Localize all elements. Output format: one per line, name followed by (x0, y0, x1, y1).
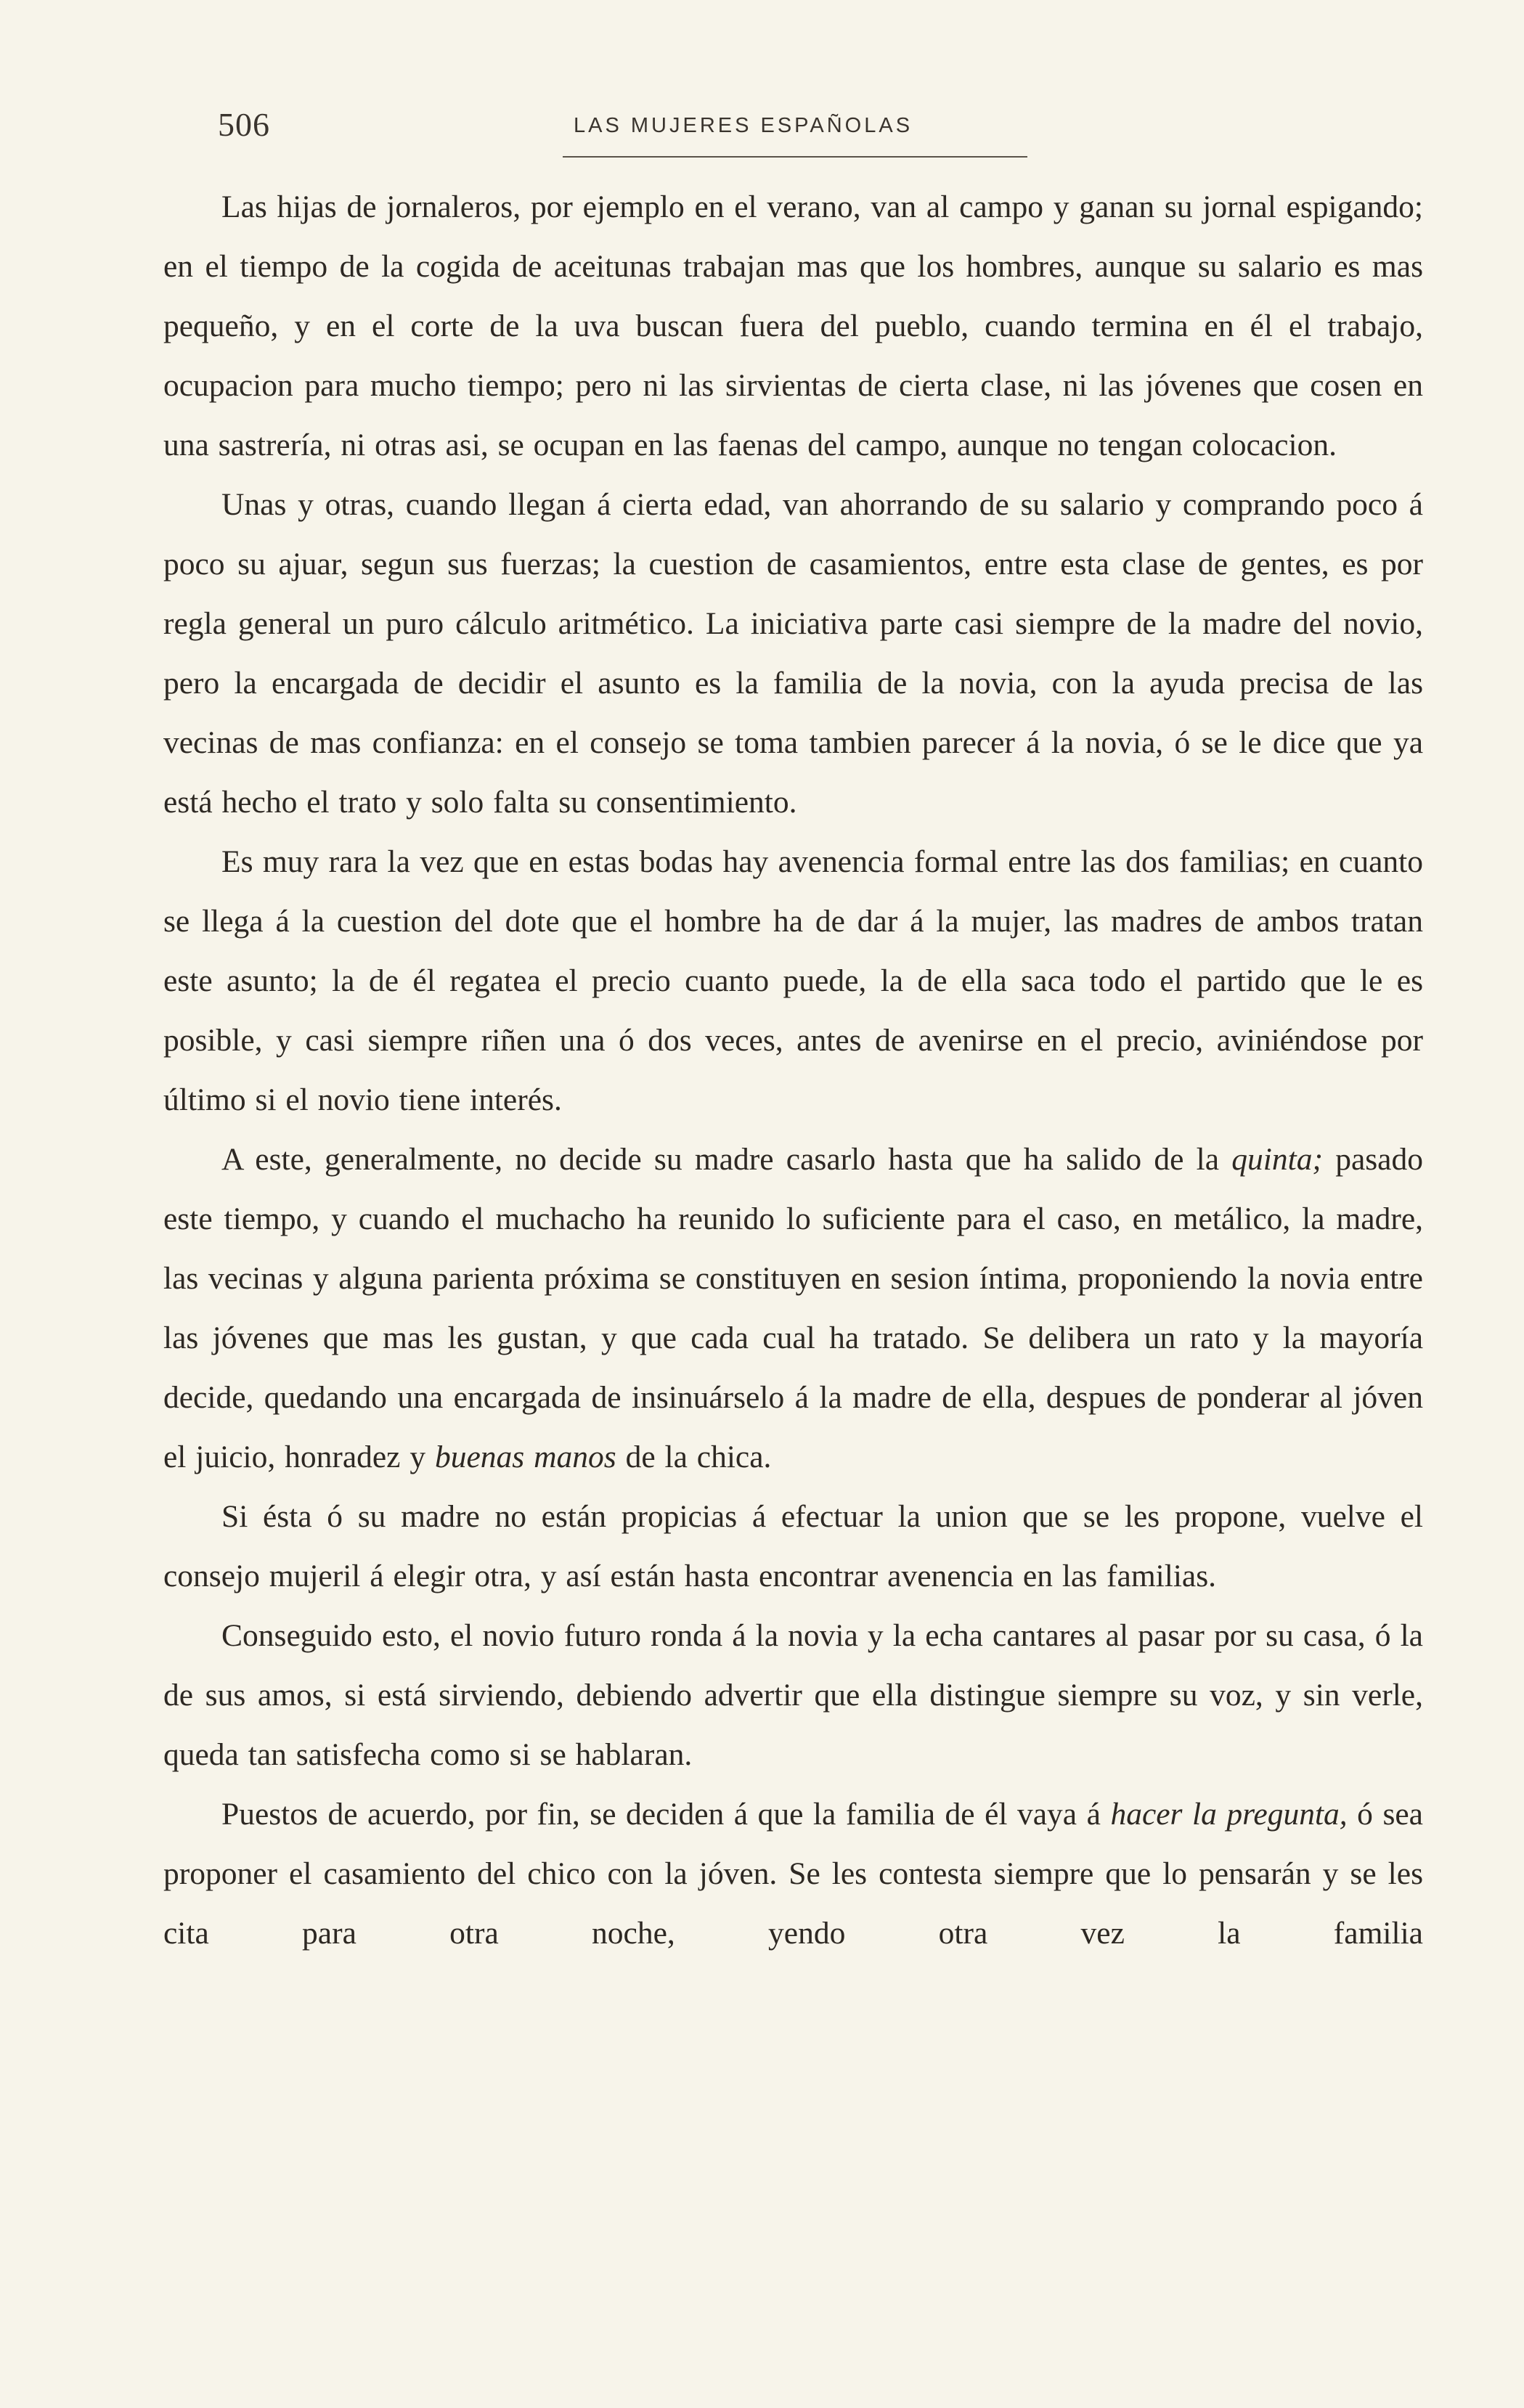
paragraph-5: Si ésta ó su madre no están propicias á efectuar la union que se les propone, vuelve el consejo mujeril á elegir otra, y así están hasta encontrar avenencia en las familias. (163, 1499, 1423, 1593)
paragraph-4-text: A este, generalmente, no decide su madre casarlo hasta que ha salido de la (221, 1142, 1232, 1177)
italic-buenas-manos: buenas manos (435, 1440, 616, 1474)
paragraph-6: Conseguido esto, el novio futuro ronda á la novia y la echa cantares al pasar por su casa, ó la de sus amos, si está sirviendo, debiendo advertir que ella distingue siempre su voz, y sin verle, queda tan satisfecha como si se hablaran. (163, 1618, 1423, 1772)
italic-quinta: quinta; (1231, 1142, 1323, 1177)
header-rule (563, 156, 1027, 158)
paragraph-1: Las hijas de jornaleros, por ejemplo en el verano, van al campo y ganan su jornal espigando; en el tiempo de la cogida de aceitunas trabajan mas que los hombres, aunque su salario es mas pequeño, y en el corte de la uva buscan fuera del pueblo, cuando termina en él el trabajo, ocupacion para mucho tiempo; pero ni las sirvientas de cierta clase, ni las jóvenes que cosen en una sastrería, ni otras asi, se ocupan en las faenas del campo, aunque no tengan colocacion. (163, 189, 1423, 462)
page-header (218, 105, 1467, 156)
italic-hacer-la-pregunta: hacer la pregunta, (1110, 1797, 1348, 1832)
paragraph-7-text: Puestos de acuerdo, por fin, se deciden á que la familia de él vaya á (221, 1797, 1111, 1832)
paragraph-7 (163, 1784, 1423, 1963)
page-number: 506 (218, 106, 270, 143)
paragraph-4-text: pasado este tiempo, y cuando el muchacho ha reunido lo suficiente para el caso, en metálico, la madre, las vecinas y alguna parienta próxima se constituyen en sesion íntima, proponiendo la novia entre las jóvenes que mas les gustan, y que cada cual ha tratado. Se delibera un rato y la mayoría decide, quedando una encargada de insinuárselo á la madre de ella, despues de ponderar al jóven el juicio, honradez y (163, 1142, 1423, 1474)
paragraph-7-text: ó sea proponer el casamiento del chico con la jóven. Se les contesta siempre que lo pensarán y se les cita para otra noche, yendo otra vez la familia (163, 1797, 1423, 1951)
paragraph-4-text: de la chica. (616, 1440, 772, 1474)
paragraph-2: Unas y otras, cuando llegan á cierta edad, van ahorrando de su salario y comprando poco á poco su ajuar, segun sus fuerzas; la cuestion de casamientos, entre esta clase de gentes, es por regla general un puro cálculo aritmético. La iniciativa parte casi siempre de la madre del novio, pero la encargada de decidir el asunto es la familia de la novia, con la ayuda precisa de las vecinas de mas confianza: en el consejo se toma tambien parecer á la novia, ó se le dice que ya está hecho el trato y solo falta su consentimiento. (163, 487, 1423, 820)
paragraph-3: Es muy rara la vez que en estas bodas hay avenencia formal entre las dos familias; en cuanto se llega á la cuestion del dote que el hombre ha de dar á la mujer, las madres de ambos tratan este asunto; la de él regatea el precio cuanto puede, la de ella saca todo el partido que le es posible, y casi siempre riñen una ó dos veces, antes de avenirse en el precio, aviniéndose por último si el novio tiene interés. (163, 844, 1423, 1117)
body-text (163, 177, 1423, 1963)
running-head: LAS MUJERES ESPAÑOLAS (574, 114, 913, 137)
paragraph-4 (163, 1130, 1423, 1487)
